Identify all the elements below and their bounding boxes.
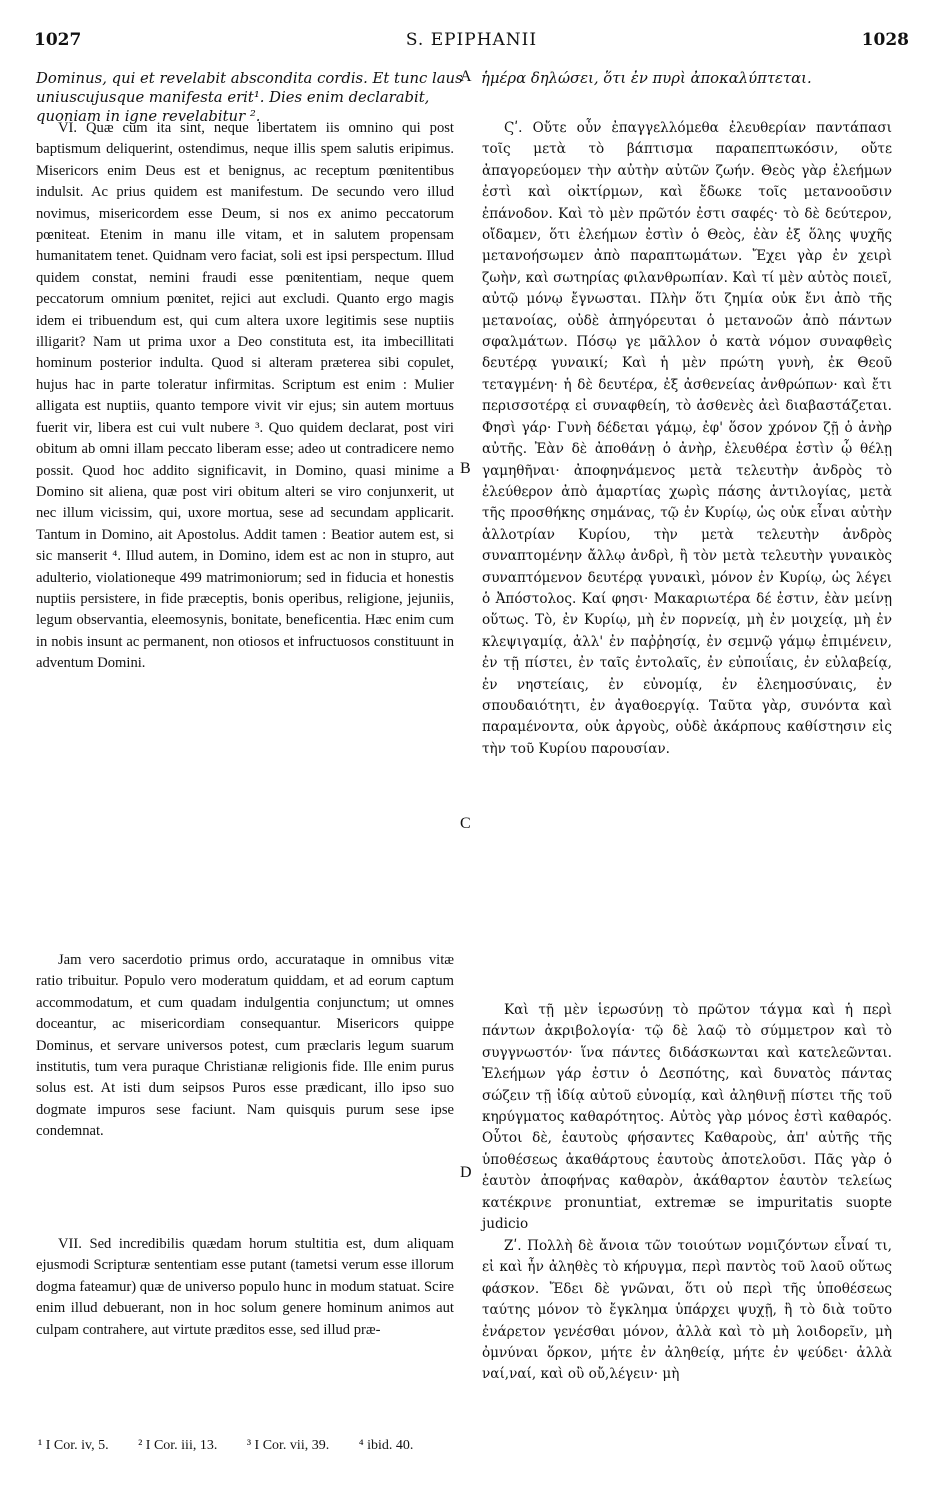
column-number-left: 1027 xyxy=(34,30,82,50)
greek-top-continuation: ἡμέρα δηλώσει, ὅτι ἐν πυρὶ ἀποκαλύπτεται. xyxy=(481,70,812,87)
latin-paragraph: VII. Sed incredibilis quædam horum stultitia est, dum aliquam ejusmodi Scripturæ sententiam esse putant (tametsi verum esse illorum dogma fateamur) quæ de universo populo hunc in modum statuat. Scire enim illud debuerant, non in hoc solum genere hominum animos aut culpam contrahere, aut virtute præditos esse, sed illud præ- xyxy=(36,1236,454,1338)
page-header xyxy=(34,30,909,56)
running-title: S. EPIPHANII xyxy=(405,30,538,50)
footnote: ² I Cor. iii, 13. xyxy=(138,1438,218,1453)
latin-top-continuation: Dominus, qui et revelabit abscondita cordis. Et tunc laus uniuscujusque manifesta erit¹. Dies enim declarabit, quoniam in igne revelabitur ². xyxy=(36,70,463,125)
section-marker-d: D xyxy=(460,1164,472,1181)
latin-paragraph-clergy xyxy=(36,950,454,1228)
latin-paragraph: VI. Quæ cum ita sint, neque libertatem iis omnino qui post baptismum deliquerint, ostendimus, neque illis spem salutis eripimus. Misericors enim Deus est et benignus, ac receptum pœnitentibus indulsit. Ac prius quidem est manifestum. De secundo vero illud novimus, misericordem esse Deum, si nos ex animo peccatorum pœniteat. Etenim in manu ille vitam, et in salutem propensam humanitatem tenet. Quidnam vero faciat, soli est ipsi perspectum. Illud quidem constat, nemini fraudi esse pœnitentiam, neque quem peccatorum omnium pœnitet, rejici aut excludi. Quanto ergo magis idem ei tribuendum est, qui cum altera uxore legitimis sese nuptiis illigarit? Nam ut prima uxor a Deo constituta est, ita imbecillitati hominum posterior indulta. Quod si alteram præterea sibi copulet, hujus hac in parte toleratur infirmitas. Scriptum est enim : Mulier alligata est nuptiis, quanto tempore vivit vir ejus; sin autem mortuus fuerit vir, libera est cui vult nubere ³. Quo quidem declarat, post viri obitum ab omni illam peccato liberam esse; adeo ut contradicere nemo possit. Quod hoc addito significavit, in Domino, quasi minime a Domino sit aliena, quæ post viri obitum alteri se viro conjunxerit, ut nec illum vicissim, qui, uxore mortua, sese ad secundam applicarit. Tantum in Domino, ait Apostolus. Addit tamen : Beatior autem est, si sic manserit ⁴. Illud autem, in Domino, idem est ac non in stupro, aut adulterio, violationeque 499 matrimoniorum; sed in fiducia et honestis nuptiis persistere, in fide præceptis, bonis operibus, religione, jejuniis, legum observantia, eleemosynis, bonitate, beneficentia. Hæc enim cum in nobis insunt ac permanent, non otiosos et infructuosos constituunt in adventum Domini. xyxy=(36,120,454,672)
greek-paragraph-clergy xyxy=(482,1000,892,1233)
footnote: ¹ I Cor. iv, 5. xyxy=(38,1438,109,1453)
greek-paragraph: Καὶ τῇ μὲν ἱερωσύνῃ τὸ πρῶτον τάγμα καὶ ἡ περὶ πάντων ἀκριβολογία· τῷ δὲ λαῷ τὸ σύμμετρον καὶ τὸ συγγνωστόν· ἵνα πάντες διδάσκωνται καὶ κατελεῶνται. Ἐλεήμων γάρ ἐστιν ὁ Δεσπότης, καὶ δυνατὸς πάντας σώζειν τῇ ἰδίᾳ αὐτοῦ εὐνομίᾳ, καὶ ἀληθινῇ πίστει τῆς τοῦ κηρύγματος καθαρότητος. Αὐτὸς γὰρ μόνος ἐστὶ καθαρός. Οὗτοι δὲ, ἑαυτοὺς φήσαντες Καθαροὺς, ἀπ' αὐτῆς τῆς ὑποθέσεως ἀκαθάρτους ἑαυτοὺς ἀποτελοῦσι. Πᾶς γὰρ ὁ ἑαυτὸν ἀποφήνας καθαρὸν, ἀκάθαρτον ἑαυτὸν τελείως κατέκρινε pronuntiat, extremæ se impuritatis suopte judicio xyxy=(482,1002,892,1233)
footnote: ³ I Cor. vii, 39. xyxy=(246,1438,330,1453)
section-marker-a: A xyxy=(460,68,472,85)
greek-paragraph: Ζʹ. Πολλὴ δὲ ἄνοια τῶν τοιούτων νομιζόντων εἶναί τι, εἰ καὶ ἦν ἀληθὲς τὸ κήρυγμα, περὶ παντὸς τοῦ λαοῦ οὕτως φάσκον. Ἔδει δὲ γνῶναι, ὅτι οὐ περὶ τῆς ὑποθέσεως ταύτης μόνον τὸ ἔγκλημα ὑπάρχει ψυχῇ, ἢ τὸ διὰ τοῦτο ἐνάρετον γενέσθαι μόνον, ἀλλὰ καὶ τὸ μὴ λοιδορεῖν, μὴ ὀμνύναι ὅρκον, μήτε ἐν ἀληθείᾳ, μήτε ἐν ψεύδει· ἀλλὰ ναί,ναί, καὶ οὒ οὔ,λέγειν· μὴ xyxy=(482,1238,892,1383)
greek-paragraph: Ϛʹ. Οὔτε οὖν ἐπαγγελλόμεθα ἐλευθερίαν παντάπασι τοῖς μετὰ τὸ βάπτισμα παραπεπτωκόσιν, οὔτε ἀπαγορεύομεν τὴν αὐτὴν αὐτῶν ζωήν. Θεὸς γὰρ ἐλεήμων ἐστὶ καὶ οἰκτίρμων, καὶ ἔδωκε τοῖς μετανοοῦσιν ἐπάνοδον. Καὶ τὸ μὲν πρῶτόν ἐστι σαφές· τὸ δὲ δεύτερον, οἴδαμεν, ὅτι ἐλεήμων ἐστὶν ὁ Θεὸς, ἐὰν ἐξ ὅλης ψυχῆς μετανοήσωμεν ἀπὸ παραπτωμάτων. Ἔχει γὰρ ἐν χειρὶ ζωὴν, καὶ σωτηρίας φιλανθρωπίαν. Καὶ τί μὲν αὐτὸς ποιεῖ, αὐτῷ μόνῳ ἔγνωσται. Πλὴν ὅτι ζημία οὐκ ἔνι ἀπὸ τῆς μετανοίας, οὐδὲ ἀπηγόρευται ὁ μετανοῶν ἀπὸ πάντων σφαλμάτων. Πόσῳ γε μᾶλλον ὁ κατὰ νόμον συναφθεὶς δευτέρᾳ γυναικί; Καὶ ἡ μὲν πρώτη γυνὴ, ἐκ Θεοῦ τεταγμένη· ἡ δὲ δευτέρα, ἐξ ἀσθενείας ἀνθρώπων· καὶ ἔτι περισσοτέρᾳ εἰ συναφθείη, τὸ ἀσθενὲς ἀεὶ διαβαστάζεται. Φησὶ γάρ· Γυνὴ δέδεται γάμῳ, ἐφ' ὅσον χρόνον ζῇ ὁ ἀνὴρ αὐτῆς. Ἐὰν δὲ ἀποθάνῃ ὁ ἀνὴρ, ἐλευθέρα ἐστὶν ᾧ θέλῃ γαμηθῆναι· ἀποφηνάμενος μετὰ τελευτὴν ἀνδρὸς τὸ ἐλεύθερον ἀπὸ ἁμαρτίας χωρὶς πάσης ἀντιλογίας, μετὰ τῆς προσθήκης σημάνας, τῷ ἐν Κυρίῳ, ὡς οὐκ εἶναι αὐτὴν ἀλλοτρίαν Κυρίου, τὴν μετὰ τελευτὴν ἀνδρὸς συναπτομένην ἄλλῳ ἀνδρὶ, ἢ τὸν μετὰ τελευτὴν γυναικὸς συναπτόμενον δευτέρᾳ γυναικὶ, μόνον ἐν Κυρίῳ, ὡς λέγει ὁ Ἀπόστολος. Καί φησι· Μακαριωτέρα δέ ἐστιν, ἐὰν μείνῃ οὕτως. Τὸ, ἐν Κυρίῳ, μὴ ἐν πορνείᾳ, μὴ ἐν μοιχείᾳ, μὴ ἐν κλεψιγαμίᾳ, ἀλλ' ἐν παῤῥησίᾳ, ἐν σεμνῷ γάμῳ ἐπιμένειν, ἐν τῇ πίστει, ἐν ταῖς ἐντολαῖς, ἐν εὐποιΐαις, ἐν εὐλαβείᾳ, ἐν νηστείαις, ἐν εὐνομίᾳ, ἐν ἐλεημοσύναις, ἐν σπουδαιότητι, ἐν ἀγαθοεργίᾳ. Ταῦτα γὰρ, συνόντα καὶ παραμένοντα, οὐκ ἀργοὺς, οὐδὲ ἀκάρπους καθίστησιν εἰς τὴν τοῦ Κυρίου παρουσίαν. xyxy=(482,120,892,757)
latin-section-7 xyxy=(36,1234,454,1406)
latin-section-6 xyxy=(36,118,454,943)
greek-section-6 xyxy=(482,118,892,943)
section-marker-c: C xyxy=(460,815,471,832)
latin-paragraph: Jam vero sacerdotio primus ordo, accurataque in omnibus vitæ ratio tribuitur. Populo vero moderatum quiddam, et ad eorum captum accommodatum, et cum quadam indulgentia conjunctum; ut omnes doceantur, ac misericordiam consequantur. Misericors quippe Dominus, et servare universos potest, cum præclaris legum suarum institutis, tum vera puraque Christianæ religionis fide. Ille enim purus solus est. At isti dum seipsos Puros esse prædicant, illo ipso suo dogmate impuros sese faciunt. Nam quisquis purum sese ipse condemnat. xyxy=(36,952,454,1140)
section-marker-b: B xyxy=(460,460,471,477)
column-number-right: 1028 xyxy=(861,30,909,50)
footnotes xyxy=(38,1438,898,1454)
greek-section-7 xyxy=(482,1236,892,1408)
footnote: ⁴ ibid. 40. xyxy=(358,1438,414,1453)
